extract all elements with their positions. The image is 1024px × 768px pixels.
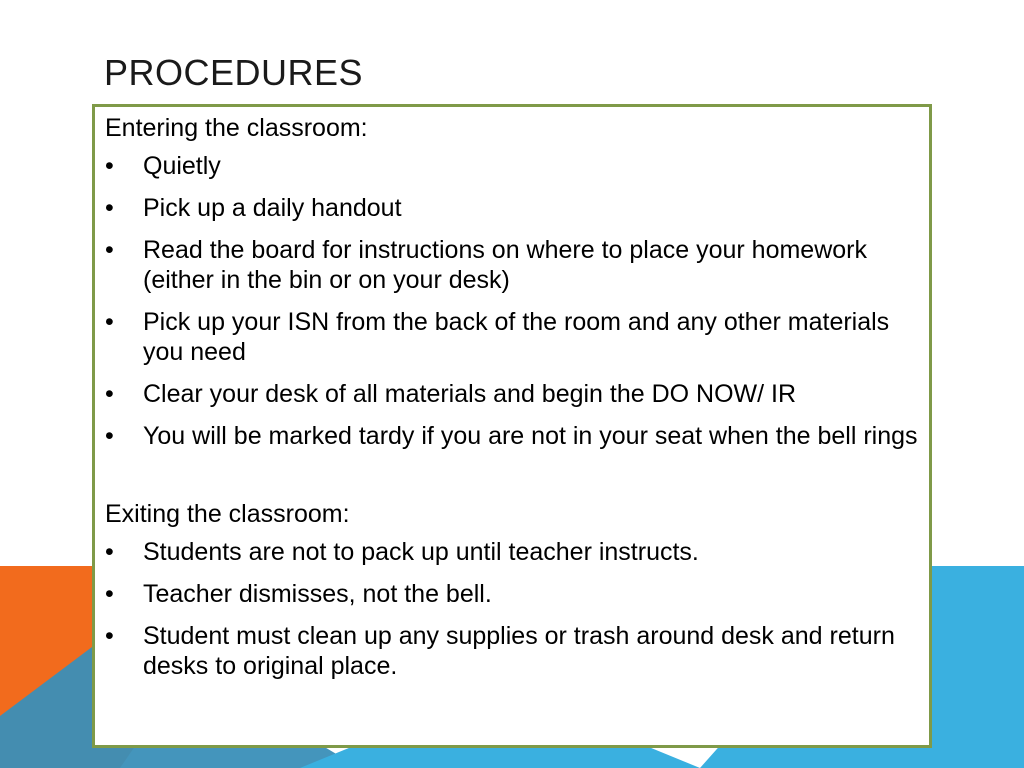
bullet-icon: • [105,622,114,650]
list-item-text: Read the board for instructions on where to place your homework (either in the bin or on your desk) [143,236,867,294]
bullet-list [105,151,919,451]
bullet-icon: • [105,194,114,222]
list-item-text: You will be marked tardy if you are not in your seat when the bell rings [143,422,918,450]
list-item-text: Clear your desk of all materials and begin the DO NOW/ IR [143,380,797,408]
list-item [105,537,919,567]
bullet-icon: • [105,422,114,450]
list-item-text: Teacher dismisses, not the bell. [143,580,492,608]
list-item [105,151,919,181]
list-item [105,235,919,295]
section-exiting [105,499,919,681]
bullet-icon: • [105,236,114,264]
section-heading: Entering the classroom: [105,114,368,142]
list-item [105,307,919,367]
section-entering [105,113,919,451]
bullet-icon: • [105,152,114,180]
list-item-text: Students are not to pack up until teacher instructs. [143,538,699,566]
bullet-list [105,537,919,681]
list-item-text: Pick up a daily handout [143,194,402,222]
list-item-text: Quietly [143,152,221,180]
list-item [105,579,919,609]
bullet-icon: • [105,538,114,566]
list-item [105,193,919,223]
bullet-icon: • [105,308,114,336]
section-heading: Exiting the classroom: [105,500,350,528]
list-item-text: Student must clean up any supplies or trash around desk and return desks to original place. [143,622,895,680]
list-item-text: Pick up your ISN from the back of the room and any other materials you need [143,308,890,366]
bullet-icon: • [105,580,114,608]
list-item [105,379,919,409]
slide-title: PROCEDURES [104,52,364,93]
list-item [105,621,919,681]
list-item [105,421,919,451]
section-spacer [105,463,919,499]
bullet-icon: • [105,380,114,408]
content-box [92,104,932,748]
